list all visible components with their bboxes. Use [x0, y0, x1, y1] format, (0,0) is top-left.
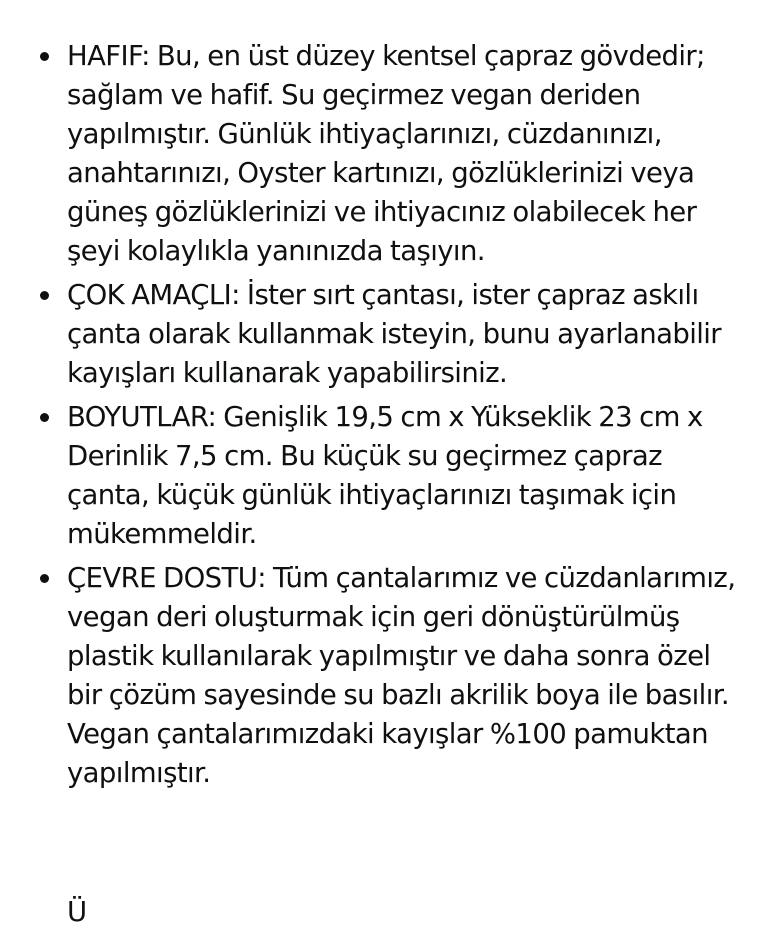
feature-bullet-multipurpose [0, 276, 760, 393]
bullet-dot-icon [40, 574, 49, 583]
feature-bullet-dimensions [0, 398, 760, 554]
feature-text: BOYUTLAR: Genişlik 19,5 cm x Yükseklik 23 cm x Derinlik 7,5 cm. Bu küçük su geçirmez çapraz çanta, küçük günlük ihtiyaçlarınızı taşımak için mükemmeldir. [67, 401, 703, 550]
bullet-dot-icon [40, 291, 49, 300]
feature-bullet-eco-friendly [0, 559, 760, 793]
bullet-dot-icon [40, 413, 49, 422]
product-feature-list [0, 37, 760, 798]
cut-off-next-bullet-text: Ü [67, 896, 87, 928]
feature-text: ÇOK AMAÇLI: İster sırt çantası, ister çapraz askılı çanta olarak kullanmak isteyin, bunu ayarlanabilir kayışları kullanarak yapabilirsiniz. [67, 279, 722, 389]
feature-bullet-lightweight [0, 37, 760, 271]
feature-text: HAFIF: Bu, en üst düzey kentsel çapraz gövdedir; sağlam ve hafif. Su geçirmez vegan deriden yapılmıştır. Günlük ihtiyaçlarınızı, cüzdanınızı, anahtarınızı, Oyster kartınızı, gözlüklerinizi veya güneş gözlüklerinizi ve ihtiyacınız olabilecek her şeyi kolaylıkla yanınızda taşıyın. [67, 40, 705, 267]
bullet-dot-icon [40, 52, 49, 61]
feature-text: ÇEVRE DOSTU: Tüm çantalarımız ve cüzdanlarımız, vegan deri oluşturmak için geri dönüştürülmüş plastik kullanılarak yapılmıştır ve daha sonra özel bir çözüm sayesinde su bazlı akrilik boya ile basılır. Vegan çantalarımızdaki kayışlar %100 pamuktan yapılmıştır. [67, 562, 736, 789]
